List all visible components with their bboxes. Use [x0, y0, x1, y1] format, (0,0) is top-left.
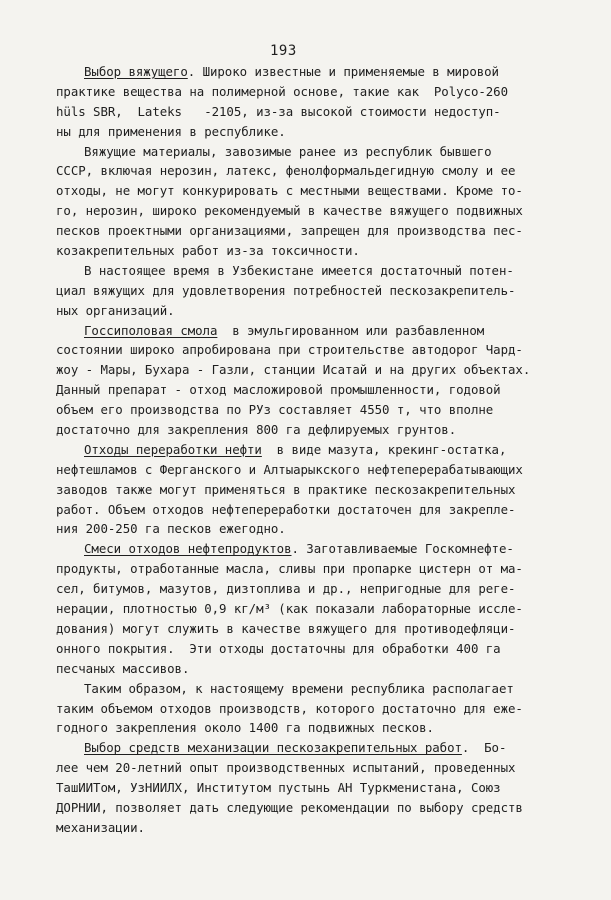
text-line — [56, 122, 576, 142]
text-segment: продукты, отработанные масла, сливы при пропарке цистерн от ма- — [56, 561, 523, 577]
text-segment: жоу - Мары, Бухара - Газли, станции Исатай и на других объектах. — [56, 362, 531, 378]
text-line — [56, 82, 576, 102]
text-segment: таким объемом отходов производств, которого достаточно для еже- — [56, 700, 523, 716]
text-segment: Данный препарат - отход масложировой промышленности, годовой — [56, 382, 501, 398]
text-line — [56, 659, 576, 679]
text-segment: hüls SBR, Lateks -2105, из-за высокой стоимости недоступ- — [56, 103, 501, 119]
text-segment: песков проектными организациями, запрещен для производства пес- — [56, 223, 523, 239]
text-line — [56, 62, 576, 82]
text-segment: циал вяжущих для удовлетворения потребностей пескозакрепитель- — [56, 282, 516, 298]
text-segment: . Широко известные и применяемые в мировой — [187, 64, 499, 79]
text-segment: отходы, не могут конкурировать с местными веществами. Кроме то- — [56, 183, 523, 199]
text-line — [56, 142, 576, 162]
text-segment: В настоящее время в Узбекистане имеется достаточный потен- — [84, 262, 514, 278]
text-segment: объем его производства по РУз составляет 4550 т, что вполне — [56, 402, 494, 418]
text-line — [56, 360, 576, 380]
text-segment: годного закрепления около 1400 га подвижных песков. — [56, 720, 434, 736]
underlined-heading: Смеси отходов нефтепродуктов — [84, 541, 292, 557]
text-line — [56, 579, 576, 599]
text-line — [56, 281, 576, 301]
text-segment: ния 200-250 га песков ежегодно. — [56, 521, 286, 537]
text-segment: ДОРНИИ, позволяет дать следующие рекомендации по выбору средств — [56, 799, 523, 815]
text-segment: работ. Объем отходов нефтепереработки достаточен для закрепле- — [56, 501, 516, 517]
text-segment: практике вещества на полимерной основе, такие как Polyco-260 — [56, 83, 508, 99]
text-segment: лее чем 20-летний опыт производственных испытаний, проведенных — [56, 760, 516, 776]
text-line — [56, 301, 576, 321]
text-line — [56, 500, 576, 520]
text-segment: . Бо- — [461, 740, 507, 756]
text-segment: Вяжущие материалы, завозимые ранее из республик бывшего — [84, 143, 492, 159]
text-segment: ны для применения в республике. — [56, 123, 286, 139]
text-line — [56, 519, 576, 539]
text-line — [56, 221, 576, 241]
text-line — [56, 619, 576, 639]
text-line — [56, 102, 576, 122]
text-line — [56, 559, 576, 579]
text-line — [56, 201, 576, 221]
text-line — [56, 261, 576, 281]
text-line — [56, 679, 576, 699]
text-line — [56, 818, 576, 838]
underlined-heading: Выбор средств механизации пескозакрепительных работ — [84, 740, 462, 756]
text-segment: го, нерозин, широко рекомендуемый в качестве вяжущего подвижных — [56, 203, 523, 219]
text-segment: нерации, плотностью 0,9 кг/м³ (как показали лабораторные иссле- — [56, 601, 523, 617]
body-text — [56, 62, 576, 838]
text-line — [56, 480, 576, 500]
text-segment: ных организаций. — [56, 302, 175, 318]
text-segment: песчаных массивов. — [56, 660, 190, 676]
text-segment: состоянии широко апробирована при строительстве автодорог Чард- — [56, 342, 523, 358]
text-line — [56, 400, 576, 420]
underlined-heading: Отходы переработки нефти — [84, 441, 262, 457]
text-segment: козакрепительных работ из-за токсичности. — [56, 243, 360, 259]
text-segment: заводов также могут применяться в практике пескозакрепительных — [56, 481, 516, 497]
page-number: 193 — [270, 43, 297, 59]
text-line — [56, 440, 576, 460]
text-segment: в виде мазута, крекинг-остатка, — [261, 441, 507, 457]
text-segment: сел, битумов, мазутов, дизтоплива и др., непригодные для реге- — [56, 581, 516, 597]
text-segment: онного покрытия. Эти отходы достаточны для обработки 400 га — [56, 640, 501, 656]
text-line — [56, 718, 576, 738]
text-line — [56, 539, 576, 559]
text-segment: в эмульгированном или разбавленном — [217, 322, 485, 338]
text-line — [56, 639, 576, 659]
text-segment: СССР, включая нерозин, латекс, фенолформальдегидную смолу и ее — [56, 163, 516, 179]
text-segment: Таким образом, к настоящему времени республика располагает — [84, 680, 514, 696]
text-line — [56, 460, 576, 480]
text-segment: ТашИИТом, УзНИИЛХ, Институтом пустынь АН Туркменистана, Союз — [56, 780, 501, 796]
text-segment: нефтешламов с Ферганского и Алтыарыкского нефтеперерабатывающих — [56, 461, 523, 477]
text-line — [56, 738, 576, 758]
text-line — [56, 778, 576, 798]
underlined-heading: Выбор вяжущего — [84, 64, 188, 79]
text-line — [56, 420, 576, 440]
text-line — [56, 380, 576, 400]
underlined-heading: Госсиполовая смола — [84, 322, 218, 338]
text-line — [56, 599, 576, 619]
text-line — [56, 699, 576, 719]
text-line — [56, 798, 576, 818]
text-line — [56, 758, 576, 778]
text-segment: достаточно для закрепления 800 га дефлируемых грунтов. — [56, 422, 457, 438]
text-line — [56, 241, 576, 261]
text-line — [56, 181, 576, 201]
text-segment: механизации. — [56, 819, 145, 835]
text-line — [56, 161, 576, 181]
text-segment: дования) могут служить в качестве вяжущего для противодефляци- — [56, 620, 516, 636]
text-line — [56, 321, 576, 341]
text-segment: . Заготавливаемые Госкомнефте- — [291, 541, 514, 557]
text-line — [56, 340, 576, 360]
